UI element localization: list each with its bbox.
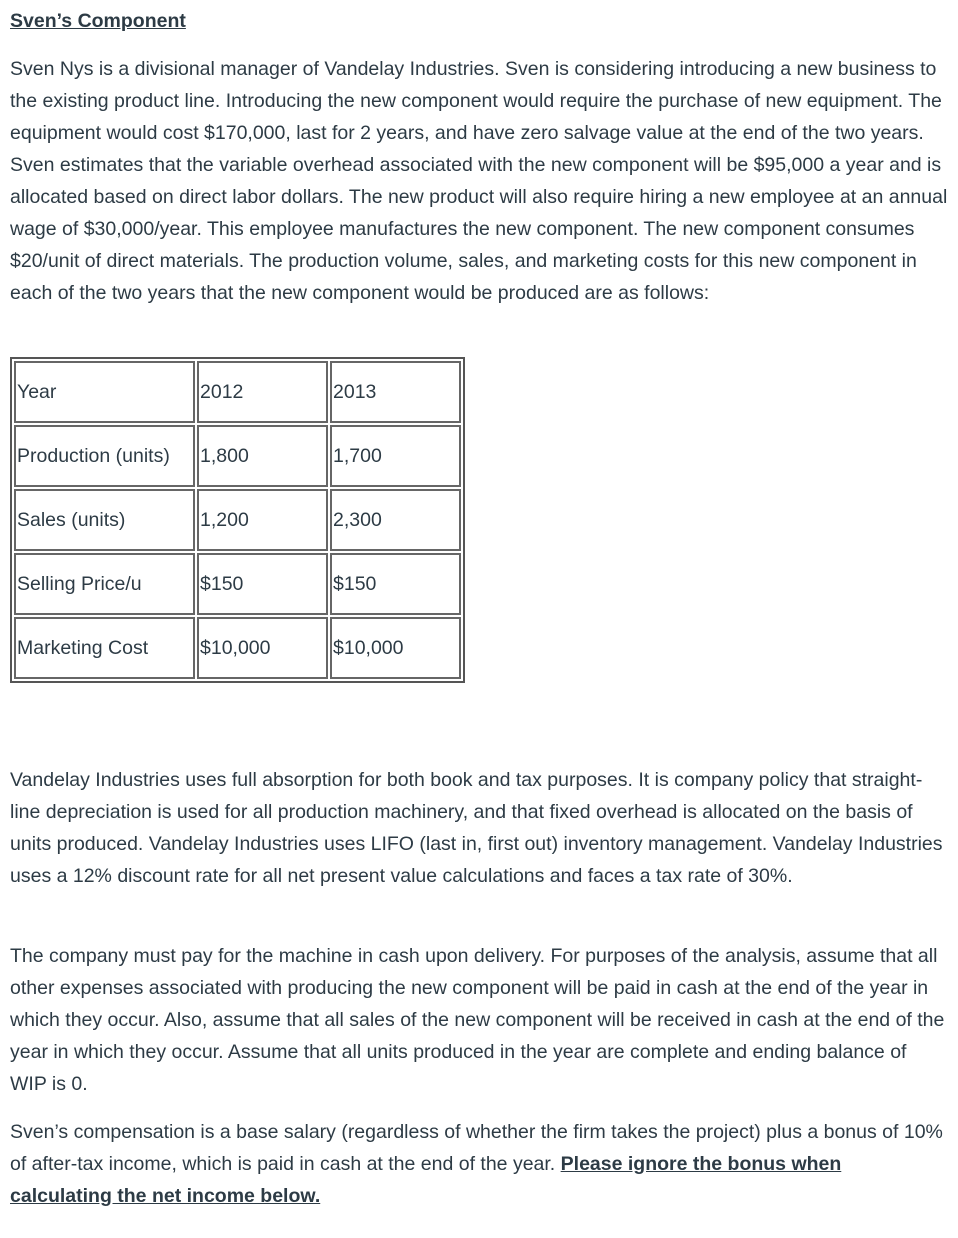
table-cell: Year (14, 361, 195, 423)
policy-paragraph: Vandelay Industries uses full absorption for both book and tax purposes. It is company policy that straight-line depreciation is used for all production machinery, and that fixed overhead is allocated on the basis of units produced. Vandelay Industries uses LIFO (last in, first out) inventory management. Vandelay Industries uses a 12% discount rate for all net present value calculations and faces a tax rate of 30%. (10, 769, 943, 887)
table-cell: $10,000 (197, 617, 328, 679)
table-cell: 2012 (197, 361, 328, 423)
cash-assumptions-paragraph: The company must pay for the machine in cash upon delivery. For purposes of the analysis, assume that all other expenses associated with producing the new component will be paid in cash at the end of the year in which they occur. Also, assume that all sales of the new component will be received in cash at the end of the year in which they occur. Assume that all units produced in the year are complete and ending balance of WIP is 0. (10, 945, 945, 1095)
table-row (14, 553, 461, 615)
production-table (10, 357, 465, 683)
compensation-text: Sven’s compensation is a base salary (regardless of whether the firm takes the project) plus a bonus of 10% of after-tax income, which is paid in cash at the end of the year. (10, 1121, 943, 1175)
table-cell: Sales (units) (14, 489, 195, 551)
bonus-instruction: Please ignore the bonus when calculating the net income below. (10, 1153, 842, 1207)
table-cell: 1,700 (330, 425, 461, 487)
table-cell: Production (units) (14, 425, 195, 487)
table-cell: 2,300 (330, 489, 461, 551)
document-title: Sven’s Component (10, 10, 186, 32)
table-cell: $10,000 (330, 617, 461, 679)
table-row (14, 425, 461, 487)
table-cell: $150 (330, 553, 461, 615)
compensation-paragraph (10, 1116, 948, 1212)
table-cell: 2013 (330, 361, 461, 423)
table-cell: 1,800 (197, 425, 328, 487)
table-cell: Marketing Cost (14, 617, 195, 679)
table-cell: Selling Price/u (14, 553, 195, 615)
intro-paragraph: Sven Nys is a divisional manager of Vandelay Industries. Sven is considering introducing a new business to the existing product line. Introducing the new component would require the purchase of new equipment. The equipment would cost $170,000, last for 2 years, and have zero salvage value at the end of the two years. Sven estimates that the variable overhead associated with the new component will be $95,000 a year and is allocated based on direct labor dollars. The new product will also require hiring a new employee at an annual wage of $30,000/year. This employee manufactures the new component. The new component consumes $20/unit of direct materials. The production volume, sales, and marketing costs for this new component in each of the two years that the new component would be produced are as follows: (10, 58, 948, 304)
table-row (14, 617, 461, 679)
table-cell: 1,200 (197, 489, 328, 551)
table-row (14, 361, 461, 423)
table-row (14, 489, 461, 551)
table-cell: $150 (197, 553, 328, 615)
